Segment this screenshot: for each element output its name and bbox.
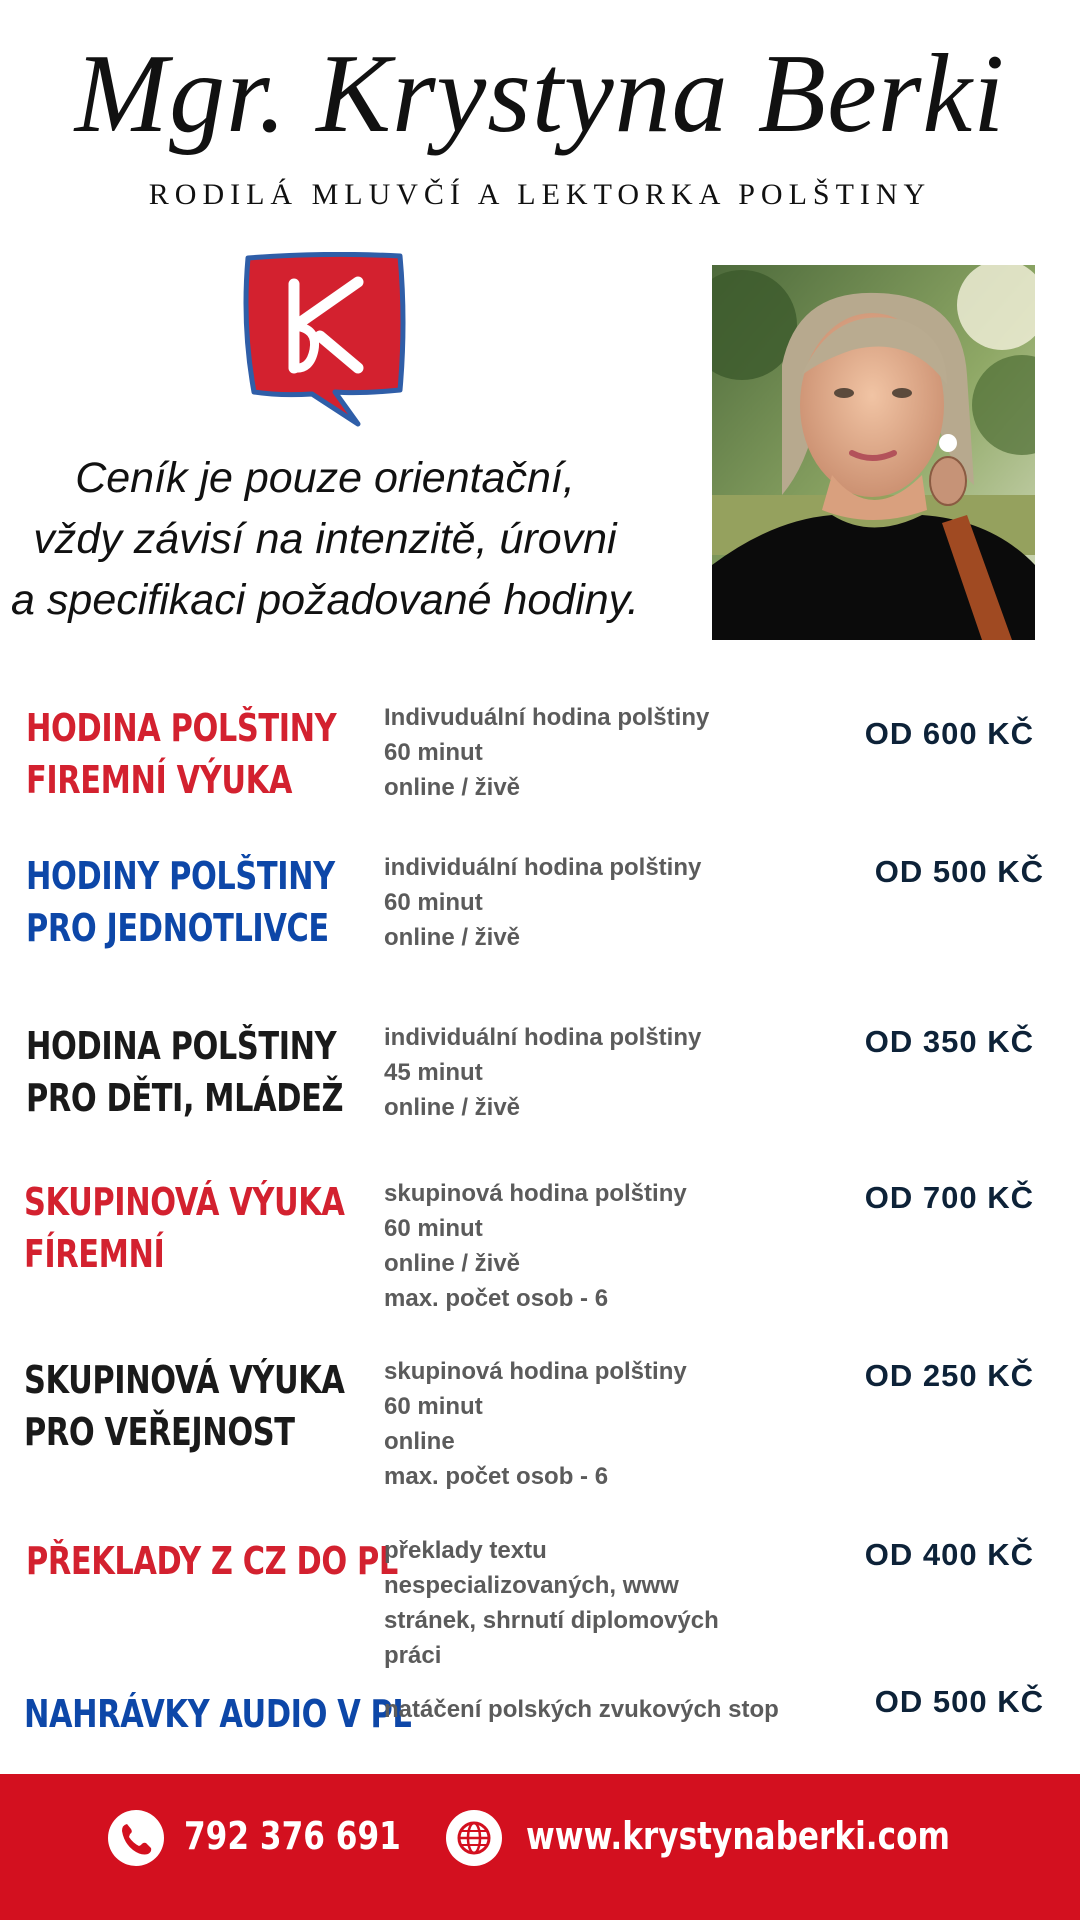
service-price: OD 250 KČ [864, 1358, 1034, 1393]
k-speech-bubble-logo [240, 252, 410, 427]
service-price: OD 400 KČ [864, 1537, 1034, 1572]
service-price: OD 500 KČ [874, 854, 1044, 889]
service-price: OD 600 KČ [864, 716, 1034, 751]
service-description: Indivuduální hodina polštiny 60 minut online / živě [384, 704, 710, 801]
service-title: HODINA POLŠTINY PRO DĚTI, MLÁDEŽ [26, 1024, 344, 1120]
service-price: OD 350 KČ [864, 1024, 1034, 1059]
service-description: skupinová hodina polštiny 60 minut online max. počet osob - 6 [384, 1358, 687, 1490]
portrait-photo [712, 265, 1035, 640]
service-title: HODINA POLŠTINY FIREMNÍ VÝUKA [26, 706, 337, 802]
page-subtitle: RODILÁ MLUVČÍ A LEKTORKA POLŠTINY [148, 178, 932, 211]
service-title: NAHRÁVKY AUDIO V PL [24, 1692, 412, 1736]
service-price: OD 700 KČ [864, 1180, 1034, 1215]
phone-icon[interactable] [108, 1810, 164, 1866]
service-title: SKUPINOVÁ VÝUKA PRO VEŘEJNOST [24, 1358, 345, 1454]
note-line: a specifikaci požadované hodiny. [11, 576, 639, 624]
service-price: OD 500 KČ [874, 1684, 1044, 1719]
service-title: SKUPINOVÁ VÝUKA FÍREMNÍ [24, 1180, 345, 1276]
website-link[interactable]: www.krystynaberki.com [526, 1814, 950, 1858]
note-line: Ceník je pouze orientační, [75, 454, 575, 502]
service-description: překlady textu nespecializovaných, www stránek, shrnutí diplomových práci [384, 1537, 719, 1669]
note-line: vždy závisí na intenzitě, úrovni [33, 515, 617, 563]
service-description: individuální hodina polštiny 45 minut online / živě [384, 1024, 702, 1121]
phone-number[interactable]: 792 376 691 [184, 1814, 401, 1858]
service-description: skupinová hodina polštiny 60 minut online / živě max. počet osob - 6 [384, 1180, 687, 1312]
service-title: HODINY POLŠTINY PRO JEDNOTLIVCE [26, 854, 335, 950]
pricing-note [0, 448, 650, 631]
globe-icon[interactable] [446, 1810, 502, 1866]
page-title: Mgr. Krystyna Berki [74, 32, 1006, 156]
contact-footer [0, 1774, 1080, 1920]
service-title: PŘEKLADY Z CZ DO PL [26, 1539, 398, 1583]
service-description: natáčení polských zvukových stop [384, 1696, 779, 1723]
service-description: individuální hodina polštiny 60 minut online / živě [384, 854, 702, 951]
